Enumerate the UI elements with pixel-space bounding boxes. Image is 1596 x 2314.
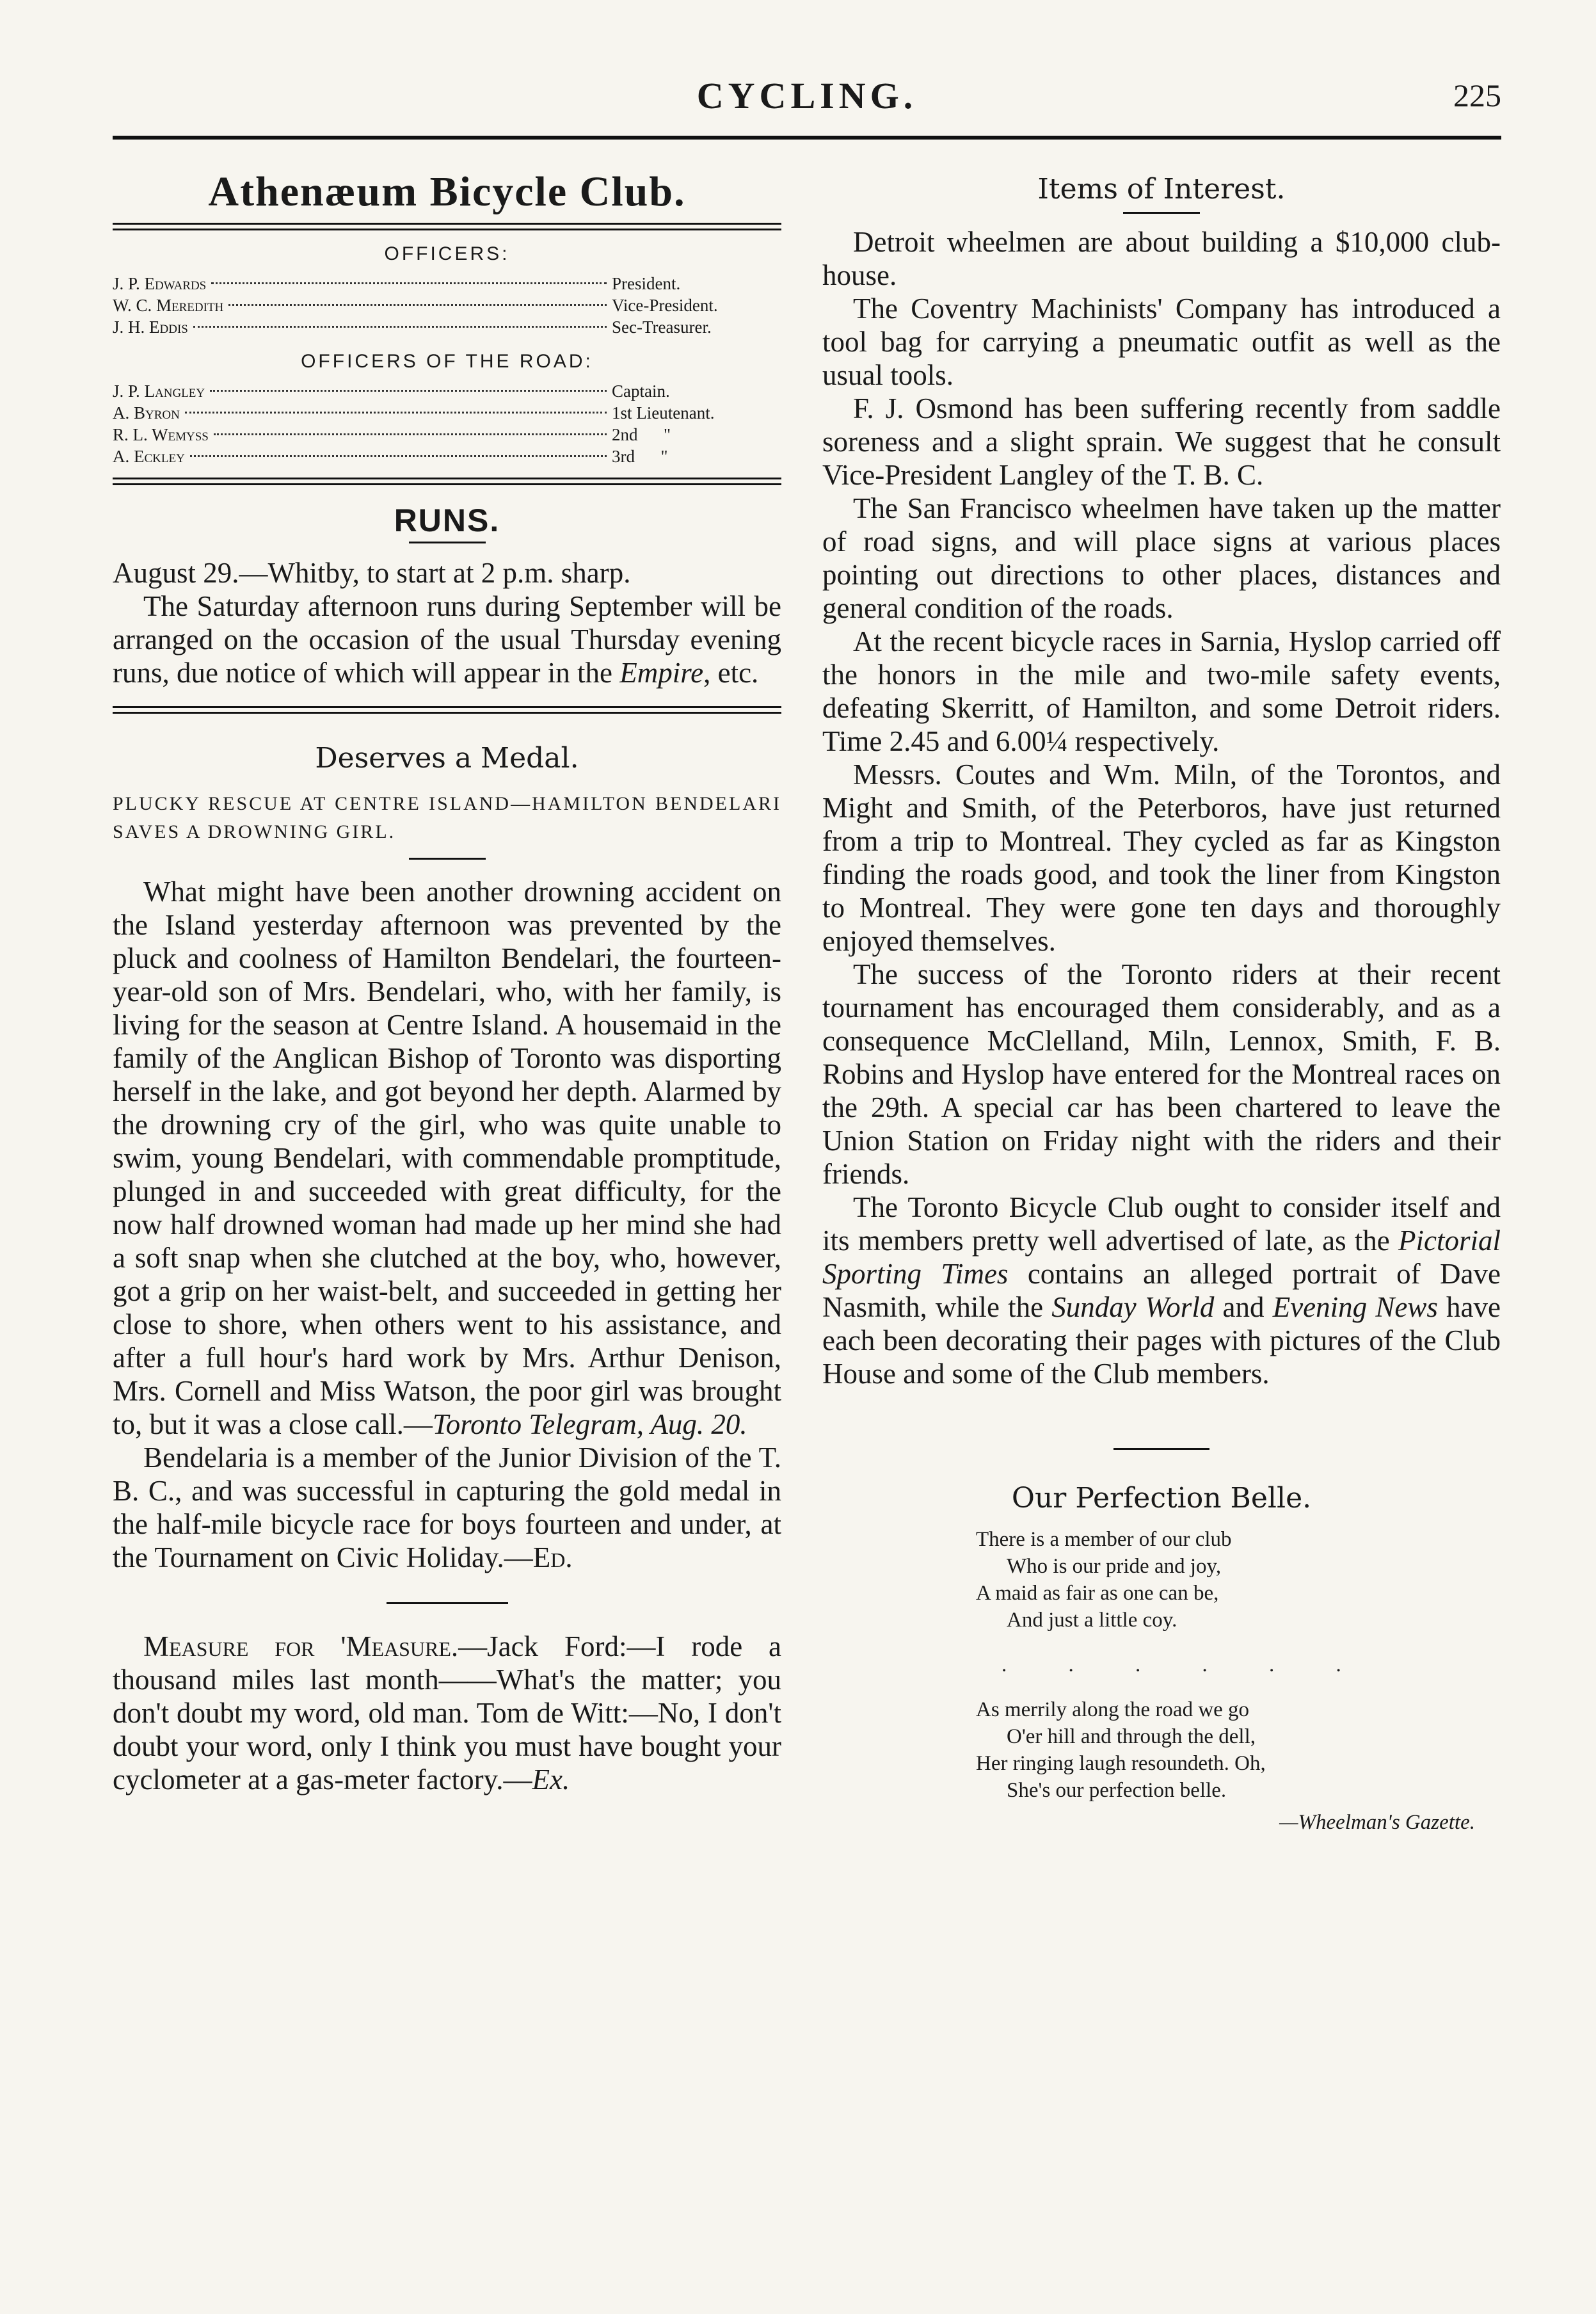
officer-row [113, 316, 781, 338]
double-rule [113, 478, 781, 485]
leader-dots [211, 282, 607, 284]
officer-role: Sec-Treasurer. [612, 317, 712, 337]
officer-role: 1st Lieutenant. [612, 403, 715, 422]
officer-row [113, 424, 781, 446]
short-rule [409, 542, 486, 543]
right-column [822, 160, 1501, 1836]
leader-dots [228, 304, 607, 306]
item-paragraph: Messrs. Coutes and Wm. Miln, of the Torontos, and Might and Smith, of the Peterboros, have just returned from a trip to Montreal. They cycled as far as Kingston finding the roads good, and took the liner from Kingston to Montreal. They were gone ten days and thoroughly enjoyed themselves. [822, 759, 1501, 957]
officer-role: 3rd " [612, 447, 668, 466]
officer-name: J. P. Edwards [113, 274, 207, 293]
left-column [113, 160, 781, 1796]
officer-row [113, 446, 781, 467]
measure-paragraph: Measure for 'Measure.—Jack Ford:—I rode a thousand miles last month——What's the matter; you don't doubt my word, old man. Tom de Witt:—No, I don't doubt your word, only I think you must have bought your cyclometer at a gas-meter factory.—Ex. [113, 1630, 781, 1796]
medal-paragraph: Bendelaria is a member of the Junior Division of the T. B. C., and was successful in capturing the gold medal in the half-mile bicycle race for boys fourteen and under, at the Tournament on Civic Holiday.—Ed. [113, 1442, 781, 1573]
item-paragraph: Detroit wheelmen are about building a $10,000 club-house. [822, 226, 1501, 291]
officer-row [113, 380, 781, 402]
poem-line: Who is our pride and joy, [1007, 1555, 1222, 1578]
leader-dots [185, 412, 607, 414]
items-heading: Items of Interest. [1037, 173, 1286, 205]
short-rule [409, 858, 486, 860]
item-paragraph: At the recent bicycle races in Sarnia, Hyslop carried off the honors in the mile and two-mile safety events, defeating Skerritt, of Hamilton, and some Detroit riders. Time 2.45 and 6.00¼ respectively. [822, 625, 1501, 757]
short-rule [1123, 212, 1200, 214]
page-header [113, 54, 1501, 124]
item-paragraph: The Toronto Bicycle Club ought to consider itself and its members pretty well advertised of late, as the Pictorial Sporting Times contains an alleged portrait of Dave Nasmith, while the Sunday World and Evening News have each been decorating their pages with pictures of the Club House and some of the Club members. [822, 1191, 1501, 1390]
officer-name: A. Eckley [113, 447, 185, 466]
medal-heading: Deserves a Medal. [315, 742, 579, 775]
poem [976, 1526, 1501, 1836]
officers-list [113, 273, 781, 338]
officer-row [113, 402, 781, 424]
header-rule [113, 136, 1501, 140]
officer-name: A. Byron [113, 403, 180, 422]
short-rule [1113, 1448, 1209, 1450]
poem-line: There is a member of our club [976, 1528, 1232, 1551]
officer-role: 2nd " [612, 425, 671, 444]
runs-paragraph: August 29.—Whitby, to start at 2 p.m. sharp. [113, 557, 631, 589]
officer-role: President. [612, 274, 681, 293]
leader-dots [214, 433, 607, 435]
item-paragraph: The San Francisco wheelmen have taken up the matter of road signs, and will place signs at various places pointing out directions to other places, distances and general condition of the roads. [822, 492, 1501, 624]
poem-line: She's our perfection belle. [1007, 1779, 1227, 1802]
item-paragraph: The Coventry Machinists' Company has introduced a tool bag for carrying a pneumatic outfit as well as the usual tools. [822, 293, 1501, 391]
officer-role: Captain. [612, 382, 670, 401]
poem-line: O'er hill and through the dell, [1007, 1725, 1256, 1748]
officer-row [113, 294, 781, 316]
running-title: CYCLING. [696, 75, 918, 117]
poem-line: A maid as fair as one can be, [976, 1582, 1219, 1605]
item-paragraph: F. J. Osmond has been suffering recently from saddle soreness and a slight sprain. We suggest that he consult Vice-President Langley of the T. B. C. [822, 392, 1501, 491]
poem-attribution: —Wheelman's Gazette. [1279, 1811, 1475, 1834]
page-number: 225 [1453, 77, 1501, 113]
poem-heading: Our Perfection Belle. [1011, 1482, 1312, 1515]
medal-paragraph: What might have been another drowning accident on the Island yesterday afternoon was prevented by the pluck and coolness of Hamilton Bendelari, the fourteen-year-old son of Mrs. Bendelari, who, with her family, is living for the season at Centre Island. A housemaid in the family of the Anglican Bishop of Toronto was disporting herself in the lake, and got beyond her depth. Alarmed by the drowning cry of the girl, who was quite unable to swim, young Bendelari, with commendable promptitude, plunged in and succeeded with great difficulty, for the now half drowned woman had made up her mind she had a soft snap when she clutched at the boy, who, however, got a grip on her waist-belt, and succeeded in getting her close to shore, when others went to his assistance, and after a full hour's hard work by Mrs. Arthur Denison, Mrs. Cornell and Miss Watson, the poor girl was brought to, but it was a close call.—Toronto Telegram, Aug. 20. [113, 876, 781, 1440]
officer-role: Vice-President. [612, 296, 718, 315]
officer-name: R. L. Wemyss [113, 425, 209, 444]
item-paragraph: The success of the Toronto riders at their recent tournament has encouraged them considerably, and as a consequence McClelland, Miln, Lennox, Smith, F. B. Robins and Hyslop have entered for the Montreal races on the 29th. A special car has been chartered to leave the Union Station on Friday night with the riders and their friends. [822, 958, 1501, 1190]
officers-heading: OFFICERS: [384, 243, 510, 264]
officer-name: W. C. Meredith [113, 296, 224, 315]
poem-line: And just a little coy. [1007, 1609, 1177, 1632]
road-officers-heading: OFFICERS OF THE ROAD: [301, 351, 593, 372]
poem-line: As merrily along the road we go [976, 1698, 1250, 1721]
club-title: Athenæum Bicycle Club. [208, 168, 686, 215]
double-rule [113, 706, 781, 714]
runs-heading: RUNS. [394, 502, 500, 538]
leader-dots [193, 326, 607, 328]
leader-dots [210, 390, 607, 392]
officer-name: J. H. Eddis [113, 317, 188, 337]
medal-subheading: PLUCKY RESCUE AT CENTRE ISLAND—HAMILTON BENDELARI SAVES A DROWNING GIRL. [113, 793, 781, 842]
leader-dots [190, 455, 607, 457]
poem-ellipsis: . . . . . . [1001, 1653, 1369, 1676]
poem-line: Her ringing laugh resoundeth. Oh, [976, 1752, 1266, 1775]
officer-name: J. P. Langley [113, 382, 205, 401]
short-rule [387, 1602, 508, 1604]
road-officers-list [113, 380, 781, 467]
runs-paragraph: The Saturday afternoon runs during September will be arranged on the occasion of the usual Thursday evening runs, due notice of which will appear in the Empire, etc. [113, 590, 781, 689]
double-rule [113, 223, 781, 230]
officer-row [113, 273, 781, 294]
